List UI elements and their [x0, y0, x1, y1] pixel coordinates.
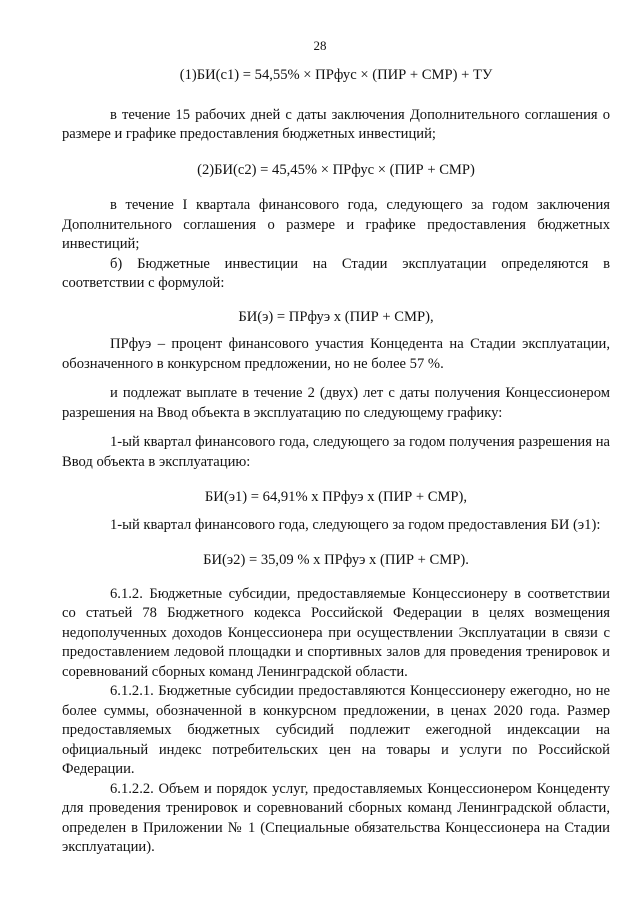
paragraph-6-1-2-1: 6.1.2.1. Бюджетные субсидии предоставляются Концессионеру ежегодно, но не более суммы, обозначенной в конкурсном предложении, в ценах 2020 года. Размер предоставляемых бюджетных субсидий подлежит ежегодной индексации на официальный индекс потребительских цен на товары и услуги по Российской Федерации.: [62, 683, 610, 777]
paragraph-6-1-2-2: 6.1.2.2. Объем и порядок услуг, предоставляемых Концессионером Концеденту для проведения тренировок и соревнований сборных команд Ленинградской области, определен в Приложении № 1 (Специальные обязательства Концессионера на Стадии эксплуатации).: [62, 780, 610, 855]
page-number: 28: [313, 38, 327, 53]
paragraph-c1-term: в течение 15 рабочих дней с даты заключения Дополнительного соглашения о размере и графике предоставления бюджетных инвестиций;: [62, 106, 610, 142]
formula-bi-e1: БИ(э1) = 64,91% х ПРфуэ х (ПИР + СМР),: [204, 489, 468, 505]
paragraph-prfue-definition: ПРфуэ – процент финансового участия Концедента на Стадии эксплуатации, обозначенного в конкурсном предложении, но не более 57 %.: [62, 336, 610, 372]
paragraph-payment-schedule: и подлежат выплате в течение 2 (двух) лет с даты получения Концессионером разрешения на Ввод объекта в эксплуатацию по следующему графику:: [62, 385, 610, 421]
formula-bi-e2: БИ(э2) = 35,09 % х ПРфуэ х (ПИР + СМР).: [203, 552, 469, 568]
paragraph-first-quarter-e1: 1-ый квартал финансового года, следующего за годом предоставления БИ (э1):: [110, 516, 601, 533]
formula-bi-e: БИ(э) = ПРфуэ х (ПИР + СМР),: [238, 308, 434, 325]
paragraph-first-quarter-permit: 1-ый квартал финансового года, следующего за годом получения разрешения на Ввод объекта в эксплуатацию:: [62, 434, 610, 470]
document-body: [62, 66, 610, 858]
formula-bi-c2: (2)БИ(с2) = 45,45% × ПРфус × (ПИР + СМР): [197, 161, 475, 178]
paragraph-b-exploitation: б) Бюджетные инвестиции на Стадии эксплуатации определяются в соответствии с формулой:: [62, 255, 610, 291]
formula-bi-c1: (1)БИ(с1) = 54,55% × ПРфус × (ПИР + СМР) + ТУ: [179, 67, 493, 83]
paragraph-6-1-2: 6.1.2. Бюджетные субсидии, предоставляемые Концессионеру в соответствии со статьей 78 Бюджетного кодекса Российской Федерации в целях возмещения недополученных доходов Концессионера при осуществлении Эксплуатации в связи с предоставлением ледовой площадки и спортивных залов для проведения тренировок и соревнований сборных команд Ленинградской области.: [62, 585, 610, 680]
paragraph-c2-term: в течение I квартала финансового года, следующего за годом заключения Дополнительного соглашения о размере и графике предоставления бюджетных инвестиций;: [62, 197, 610, 252]
